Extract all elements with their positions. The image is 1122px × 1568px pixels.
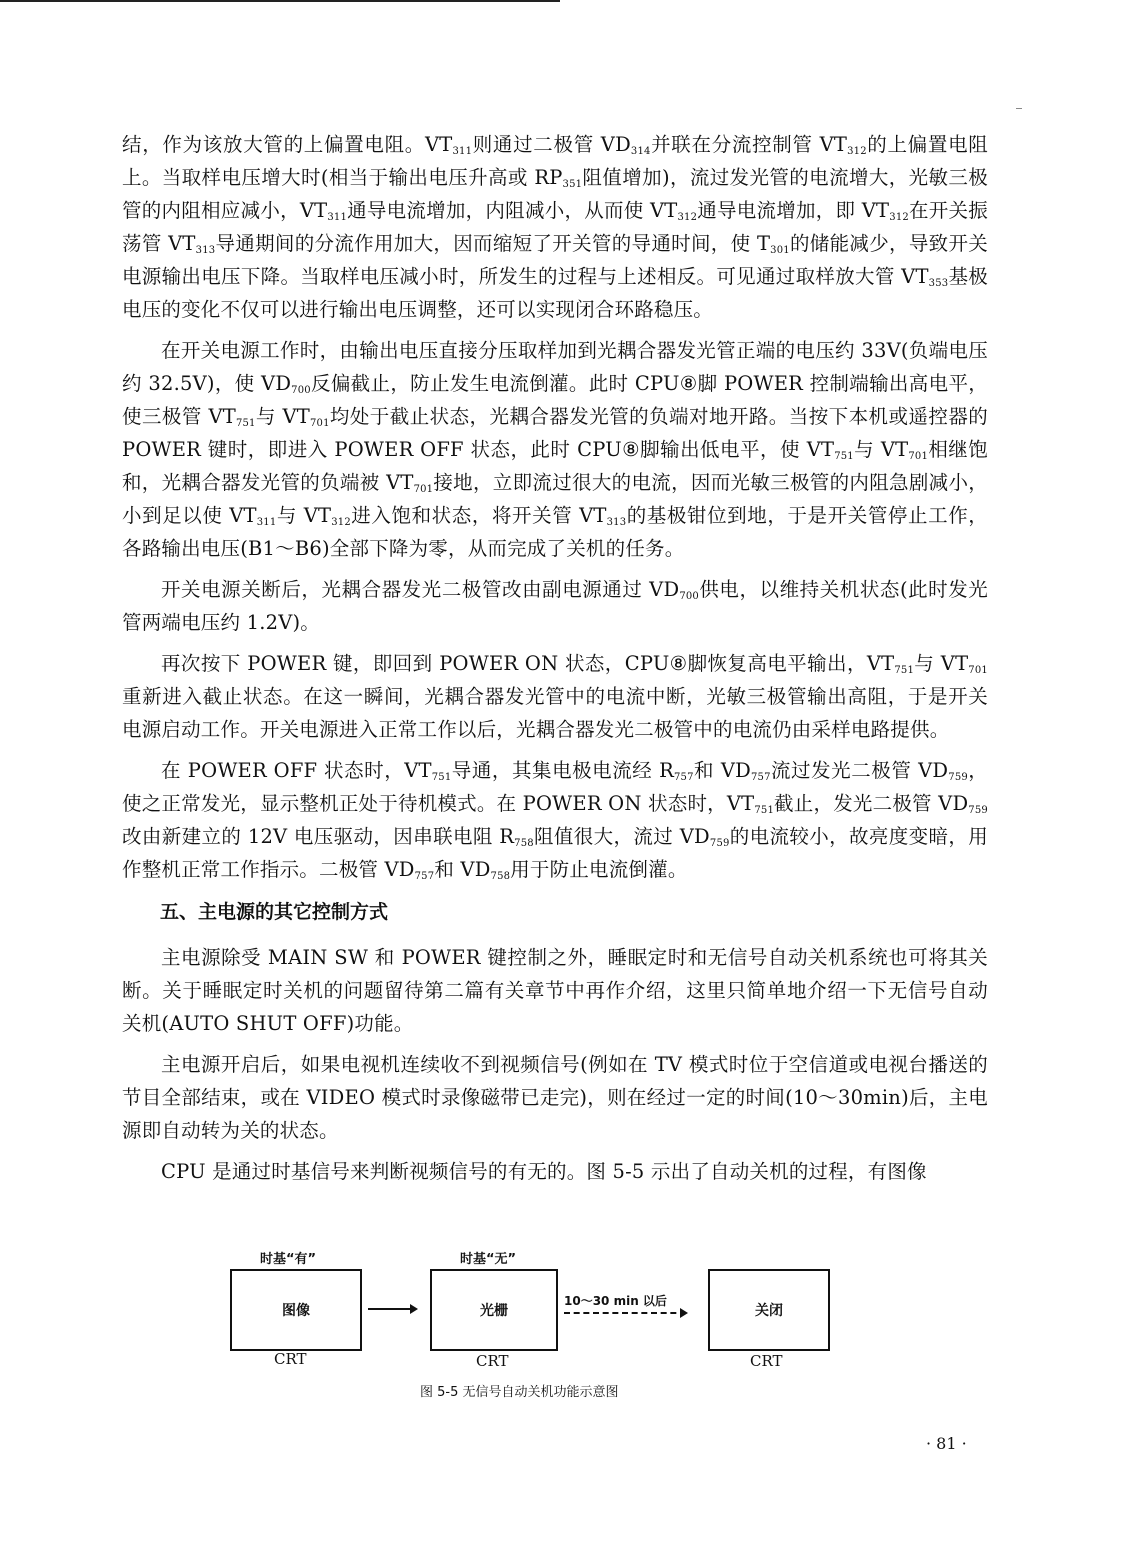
text-run: 与 VT <box>255 405 310 428</box>
text-run: 阻值增加)，流过发光管的电流增大，光敏三极管的内阻相应减小，VT <box>122 166 988 222</box>
body-text <box>122 128 988 1196</box>
box-off-label: 关闭 <box>755 1303 783 1319</box>
paragraph <box>122 754 988 886</box>
subscript: 353 <box>928 278 949 289</box>
subscript: 758 <box>514 838 534 849</box>
subscript: 311 <box>256 517 277 528</box>
subscript: 759 <box>968 805 988 816</box>
text-run: 均处于截止状态，光耦合器发光管的负端对地开路。当按下本机或遥控器的 POWER 键时，即进入 POWER OFF 状态，此时 CPU⑧脚输出低电平，使 VT <box>122 405 988 461</box>
text-run: 主电源开启后，如果电视机连续收不到视频信号(例如在 TV 模式时位于空信道或电视台播送的节目全部结束，或在 VIDEO 模式时录像磁带已走完)，则在经过一定的时间(10～30min)后，主电源即自动转为关的状态。 <box>122 1053 988 1142</box>
text-run: 流过发光二极管 VD <box>770 759 949 782</box>
text-run: 在开关电源工作时，由输出电压直接分压取样加到光耦合器发光管正端的电压约 33V(负端电压约 32.5V)，使 VD <box>122 339 988 395</box>
text-run: 和 VD <box>693 759 751 782</box>
box-off <box>708 1269 830 1351</box>
section-heading: 五、主电源的其它控制方式 <box>160 901 389 923</box>
subscript: 759 <box>948 772 968 783</box>
subscript: 311 <box>327 212 348 223</box>
top-rule <box>0 0 560 2</box>
subscript: 301 <box>770 245 790 256</box>
subscript: 312 <box>677 212 698 223</box>
text-run: 截止，发光二极管 VD <box>774 792 969 815</box>
page-number: · 81 · <box>926 1434 967 1453</box>
subscript: 312 <box>331 517 351 528</box>
text-run: 主电源除受 MAIN SW 和 POWER 键控制之外，睡眠定时和无信号自动关机系统也可将其关断。关于睡眠定时关机的问题留待第二篇有关章节中再作介绍，这里只简单地介绍一下无信号自动关机(AUTO SHUT OFF)功能。 <box>122 946 988 1035</box>
text-run: 的电流较小，故亮度变暗，用作整机正常工作指示。二极管 VD <box>122 825 988 881</box>
subscript: 701 <box>309 418 330 429</box>
text-run: 再次按下 POWER 键，即回到 POWER ON 状态，CPU⑧脚恢复高电平输出，VT <box>161 652 895 675</box>
box-image <box>230 1269 362 1351</box>
subscript: 313 <box>606 517 627 528</box>
box-raster-label: 光栅 <box>480 1303 508 1319</box>
paragraph <box>122 1048 988 1147</box>
paragraph <box>122 647 988 746</box>
text-run: 并联在分流控制管 VT <box>650 133 848 156</box>
text-run: 重新进入截止状态。在这一瞬间，光耦合器发光管中的电流中断，光敏三极管输出高阻，于是开关电源启动工作。开关电源进入正常工作以后，光耦合器发光二极管中的电流仍由采样电路提供。 <box>122 685 988 741</box>
subscript: 314 <box>630 146 651 157</box>
subscript: 751 <box>834 451 854 462</box>
subscript: 313 <box>195 245 216 256</box>
subscript: 758 <box>490 871 511 882</box>
text-run: ，使之正常发光，显示整机正处于待机模式。在 POWER ON 状态时，VT <box>122 759 989 815</box>
text-run: 在 POWER OFF 状态时，VT <box>161 759 432 782</box>
figure-5-5 <box>228 1244 788 1404</box>
subscript: 701 <box>908 451 929 462</box>
text-run: 反偏截止，防止发生电流倒灌。此时 CPU⑧脚 POWER 控制端输出高电平，使三极管 VT <box>122 372 988 428</box>
box-image-label: 图像 <box>282 1303 310 1319</box>
paragraph <box>122 573 988 639</box>
box1-top-label: 时基“有” <box>260 1252 317 1267</box>
text-run: 开关电源关断后，光耦合器发光二极管改由副电源通过 VD <box>161 578 680 601</box>
arrow-1 <box>368 1308 416 1310</box>
text-run: 则通过二极管 VD <box>472 133 631 156</box>
subscript: 701 <box>968 665 988 676</box>
text-run: 的上偏置电阻上。当取样电压增大时(相当于输出电压升高或 RP <box>122 133 988 189</box>
subscript: 759 <box>709 838 730 849</box>
text-run: 在开关振荡管 VT <box>122 199 988 255</box>
text-run: 进入饱和状态，将开关管 VT <box>350 504 607 527</box>
text-run: 导通，其集电极电流经 R <box>451 759 674 782</box>
subscript: 751 <box>894 665 915 676</box>
text-run: 供电，以维持关机状态(此时发光管两端电压约 1.2V)。 <box>122 578 988 634</box>
box3-crt-label: CRT <box>750 1352 783 1370</box>
text-run: 通导电流增加，即 VT <box>697 199 890 222</box>
paragraphs-before <box>122 128 988 886</box>
subscript: 701 <box>413 484 434 495</box>
text-run: 和 VD <box>434 858 491 881</box>
text-run: 用于防止电流倒灌。 <box>510 858 688 881</box>
paragraphs-after <box>122 941 988 1188</box>
text-run: CPU 是通过时基信号来判断视频信号的有无的。图 5-5 示出了自动关机的过程，有图像 <box>161 1160 927 1183</box>
text-run: 结，作为该放大管的上偏置电阻。VT <box>122 133 453 156</box>
subscript: 751 <box>235 418 256 429</box>
paragraph <box>122 941 988 1040</box>
text-run: 的储能减少，导致开关电源输出电压下降。当取样电压减小时，所发生的过程与上述相反。可见通过取样放大管 VT <box>122 232 988 288</box>
text-run: 通导电流增加，内阻减小，从而使 VT <box>347 199 678 222</box>
text-run: 相继饱和，光耦合器发光管的负端被 VT <box>122 438 988 494</box>
text-run: 与 VT <box>853 438 909 461</box>
text-run: 阻值很大，流过 VD <box>533 825 710 848</box>
subscript: 757 <box>750 772 771 783</box>
subscript: 700 <box>291 385 311 396</box>
box2-top-label: 时基“无” <box>460 1252 517 1267</box>
text-run: 与 VT <box>914 652 969 675</box>
text-run: 与 VT <box>276 504 332 527</box>
paragraph <box>122 128 988 326</box>
subscript: 751 <box>431 772 452 783</box>
box2-crt-label: CRT <box>476 1352 509 1370</box>
text-run: 基极电压的变化不仅可以进行输出电压调整，还可以实现闭合环路稳压。 <box>122 265 988 321</box>
subscript: 311 <box>452 146 473 157</box>
delay-label: 10～30 min 以后 <box>564 1294 667 1308</box>
text-run: 的基极钳位到地，于是开关管停止工作，各路输出电压(B1～B6)全部下降为零，从而完成了关机的任务。 <box>122 504 989 560</box>
box1-crt-label: CRT <box>274 1350 307 1368</box>
subscript: 757 <box>673 772 694 783</box>
box-raster <box>430 1269 558 1351</box>
subscript: 312 <box>847 146 867 157</box>
text-run: 改由新建立的 12V 电压驱动，因串联电阻 R <box>122 825 515 848</box>
arrow-2-dashed <box>564 1312 686 1314</box>
text-run: 接地，立即流过很大的电流，因而光敏三极管的内阻急剧减小，小到足以使 VT <box>122 471 988 527</box>
subscript: 312 <box>889 212 909 223</box>
subscript: 751 <box>754 805 775 816</box>
subscript: 757 <box>414 871 435 882</box>
paragraph <box>122 334 988 565</box>
subscript: 700 <box>679 591 699 602</box>
paragraph <box>122 1155 988 1188</box>
subscript: 351 <box>562 179 583 190</box>
figure-caption: 图 5-5 无信号自动关机功能示意图 <box>420 1385 619 1400</box>
text-run: 导通期间的分流作用加大，因而缩短了开关管的导通时间，使 T <box>215 232 771 255</box>
margin-mark <box>1016 108 1022 109</box>
